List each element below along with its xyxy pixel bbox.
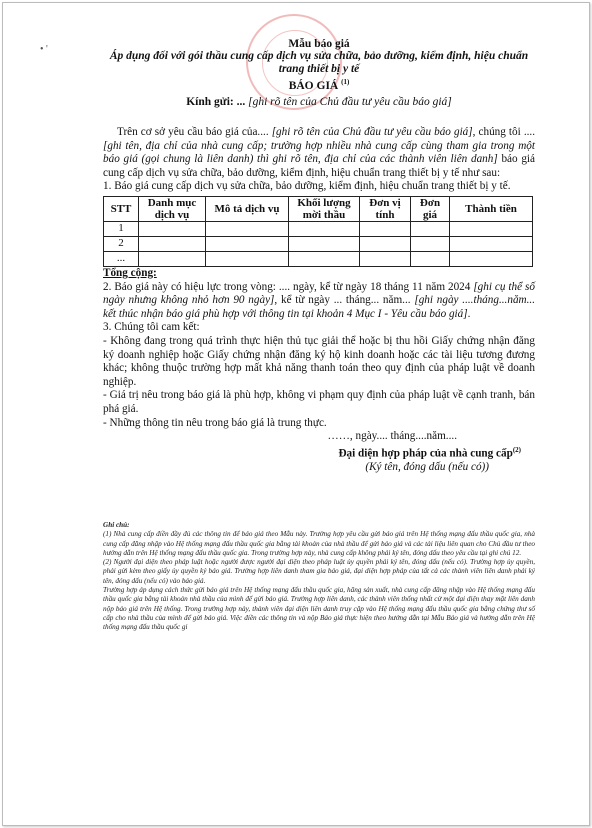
- col-stt: STT: [104, 196, 139, 221]
- addressee: Kính gửi: ... [ghi rõ tên của Chủ đầu tư yêu cầu báo giá]: [186, 96, 452, 108]
- form-name: Mẫu báo giá: [288, 38, 350, 50]
- col-quantity: Khối lượng mời thầu: [289, 196, 360, 221]
- col-unit-price: Đơn giá: [411, 196, 450, 221]
- col-service-desc: Mô tả dịch vụ: [206, 196, 289, 221]
- intro-paragraph: Trên cơ sở yêu cầu báo giá của.... [ghi rõ tên của Chủ đầu tư yêu cầu báo giá], chúng tôi .... [ghi tên, địa chỉ của nhà cung cấp; trường hợp nhiều nhà cung cấp cùng tham gia trong một báo giá (gọi chung là liên danh) thì ghi rõ tên, địa chỉ của các thành viên liên danh] báo giá cung cấp dịch vụ sửa chữa, bảo dưỡng, kiểm định, hiệu chuẩn trang thiết bị y tế như sau:: [103, 126, 536, 179]
- commitments-heading: 3. Chúng tôi cam kết:: [103, 321, 200, 334]
- note-item: Trường hợp áp dụng cách thức gửi báo giá trên Hệ thống mạng đấu thầu quốc gia, hãng sản xuất, nhà cung cấp đăng nhập vào Hệ thống mạng đấu thầu quốc gia bằng tài khoản nhà thầu của mình để gửi báo giá. Trường hợp liên danh, các thành viên thống nhất cử một đại diện thay mặt liên danh nộp báo giá trên Hệ thống. Trong trường hợp này, thành viên đại diện liên danh truy cập vào Hệ thống mạng đấu thầu quốc gia bằng chứng thư số cấp cho nhà thầu của mình để gửi báo giá. Việc điền các thông tin và nộp Báo giá thực hiện theo hướng dẫn tại Mẫu Báo giá và hướng dẫn trên Hệ thống mạng đấu thầu quốc gi: [103, 586, 535, 632]
- note-item: (1) Nhà cung cấp điền đầy đủ các thông tin để báo giá theo Mẫu này. Trường hợp yêu cầu gửi báo giá trên Hệ thống mạng đấu thầu quốc gia, nhà cung cấp đăng nhập vào Hệ thống mạng đấu thầu quốc gia bằng tài khoản của nhà thầu để gửi báo giá và các tài liệu liên quan cho Chủ đầu tư theo hướng dẫn trên Hệ thống mạng đấu thầu quốc gia. Trong trường hợp này, nhà cung cấp không phải ký tên, đóng dấu theo yêu cầu tại ghi chú 12.: [103, 530, 535, 557]
- subtitle: Áp dụng đối với gói thầu cung cấp dịch vụ sửa chữa, bảo dưỡng, kiểm định, hiệu chuẩn trang thiết bị y tế: [109, 50, 529, 75]
- total-label: Tổng cộng:: [103, 266, 157, 279]
- table-row: ...: [104, 251, 533, 266]
- signature-hint: (Ký tên, đóng dấu (nếu có)): [365, 461, 489, 474]
- item-1: 1. Báo giá cung cấp dịch vụ sửa chữa, bảo dưỡng, kiểm định, hiệu chuẩn trang thiết bị y tế.: [103, 180, 511, 193]
- notes-section: [103, 521, 535, 633]
- col-unit: Đơn vị tính: [360, 196, 411, 221]
- signature-date: ……, ngày.... tháng....năm....: [327, 430, 457, 443]
- scan-marks: • ': [40, 44, 48, 55]
- commitment-item: - Giá trị nêu trong báo giá là phù hợp, không vi phạm quy định của pháp luật về cạnh tranh, bán phá giá.: [103, 389, 535, 415]
- col-service-list: Danh mục dịch vụ: [139, 196, 206, 221]
- col-amount: Thành tiền: [450, 196, 533, 221]
- commitment-item: - Không đang trong quá trình thực hiện thủ tục giải thể hoặc bị thu hồi Giấy chứng nhận đăng ký doanh nghiệp hoặc Giấy chứng nhận đăng ký hộ kinh doanh hoặc các tài liệu tương đương khác; không thuộc trường hợp mất khả năng thanh toán theo quy định của pháp luật về doanh nghiệp.: [103, 334, 535, 388]
- table-row: 2: [104, 236, 533, 251]
- table-header-row: [104, 196, 533, 221]
- validity-paragraph: 2. Báo giá này có hiệu lực trong vòng: .... ngày, kể từ ngày 18 tháng 11 năm 2024 [ghi cụ thể số ngày nhưng không nhỏ hơn 90 ngày], kể từ ngày ... tháng... năm... [ghi ngày ....tháng...năm... kết thúc nhận báo giá phù hợp với thông tin tại khoản 4 Mục I - Yêu cầu báo giá].: [103, 280, 536, 320]
- notes-heading: Ghi chú:: [103, 521, 130, 529]
- note-item: (2) Người đại diện theo pháp luật hoặc người được người đại diện theo pháp luật ủy quyền phải ký tên, đóng dấu (nếu có). Trường hợp ủy quyền, phải gửi kèm theo giấy ủy quyền ký báo giá. Trường hợp liên danh tham gia báo giá, đại diện hợp pháp của tất cả các thành viên liên danh phải ký tên, đóng dấu (nếu có) vào báo giá.: [103, 558, 535, 585]
- quote-table: [103, 196, 533, 267]
- table-row: 1: [104, 221, 533, 236]
- commitment-item: - Những thông tin nêu trong báo giá là trung thực.: [103, 416, 327, 429]
- signature-title: Đại diện hợp pháp của nhà cung cấp$^{(2)}$: [338, 445, 521, 460]
- doc-title: BÁO GIÁ $^{(1)}$: [288, 78, 350, 92]
- document-body: [103, 126, 535, 475]
